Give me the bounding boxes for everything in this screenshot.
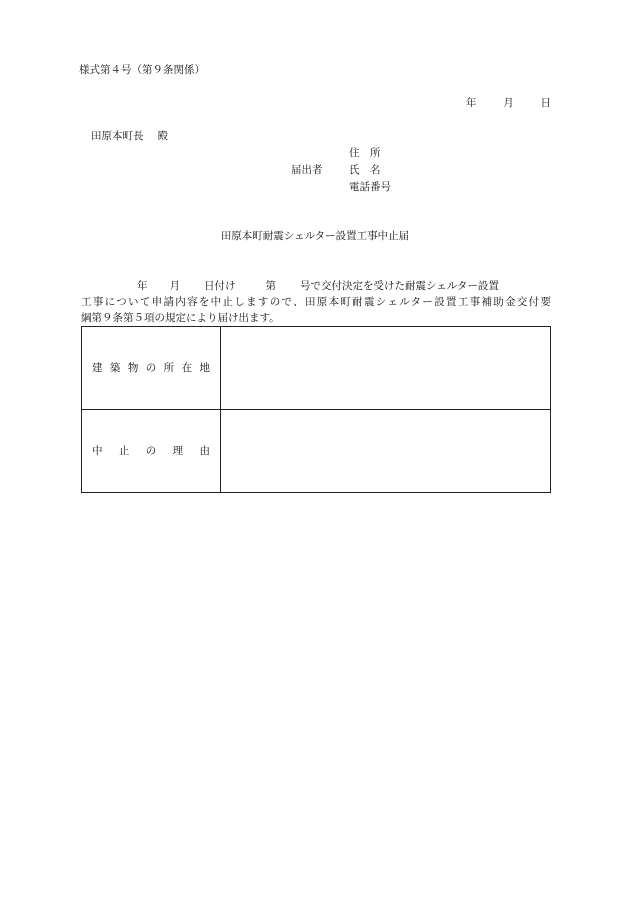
addressee xyxy=(91,131,168,142)
table-row-reason xyxy=(82,410,551,493)
date-month-label: 月 xyxy=(503,97,514,109)
applicant-name-label: 氏 名 xyxy=(349,164,381,176)
body-line1-tail: 号で交付決定を受けた耐震シェルター設置 xyxy=(300,280,499,292)
reason-value-cell[interactable] xyxy=(221,410,551,493)
body-dated: 日付け xyxy=(204,280,236,292)
applicant-address-label: 住 所 xyxy=(349,147,381,159)
addressee-name: 田原本町長 xyxy=(91,130,144,142)
addressee-honorific: 殿 xyxy=(157,130,168,142)
document-title: 田原本町耐震シェルター設置工事中止届 xyxy=(220,230,410,242)
submission-date xyxy=(466,98,551,109)
location-value-cell[interactable] xyxy=(221,327,551,410)
reason-label: 中止の理由 xyxy=(92,444,210,457)
body-line-3: 綱第９条第５項の規定により届け出ます。 xyxy=(81,312,280,324)
applicant-heading: 届出者 xyxy=(291,164,323,176)
date-day-label: 日 xyxy=(540,97,551,109)
reason-label-cell xyxy=(82,410,221,493)
form-number: 様式第４号（第９条関係） xyxy=(79,64,205,76)
location-label-cell xyxy=(82,327,221,410)
body-paragraph xyxy=(81,278,551,326)
body-dai: 第 xyxy=(265,280,276,292)
location-label: 建築物の所在地 xyxy=(92,361,210,374)
body-line-2: 工事について申請内容を中止しますので、田原本町耐震シェルター設置工事補助金交付要 xyxy=(81,296,551,308)
body-line-1 xyxy=(81,278,551,294)
body-month: 月 xyxy=(169,280,180,292)
info-table xyxy=(81,326,551,493)
date-year-label: 年 xyxy=(466,97,477,109)
body-year: 年 xyxy=(137,280,148,292)
table-row-location xyxy=(82,327,551,410)
applicant-phone-label: 電話番号 xyxy=(349,181,391,193)
